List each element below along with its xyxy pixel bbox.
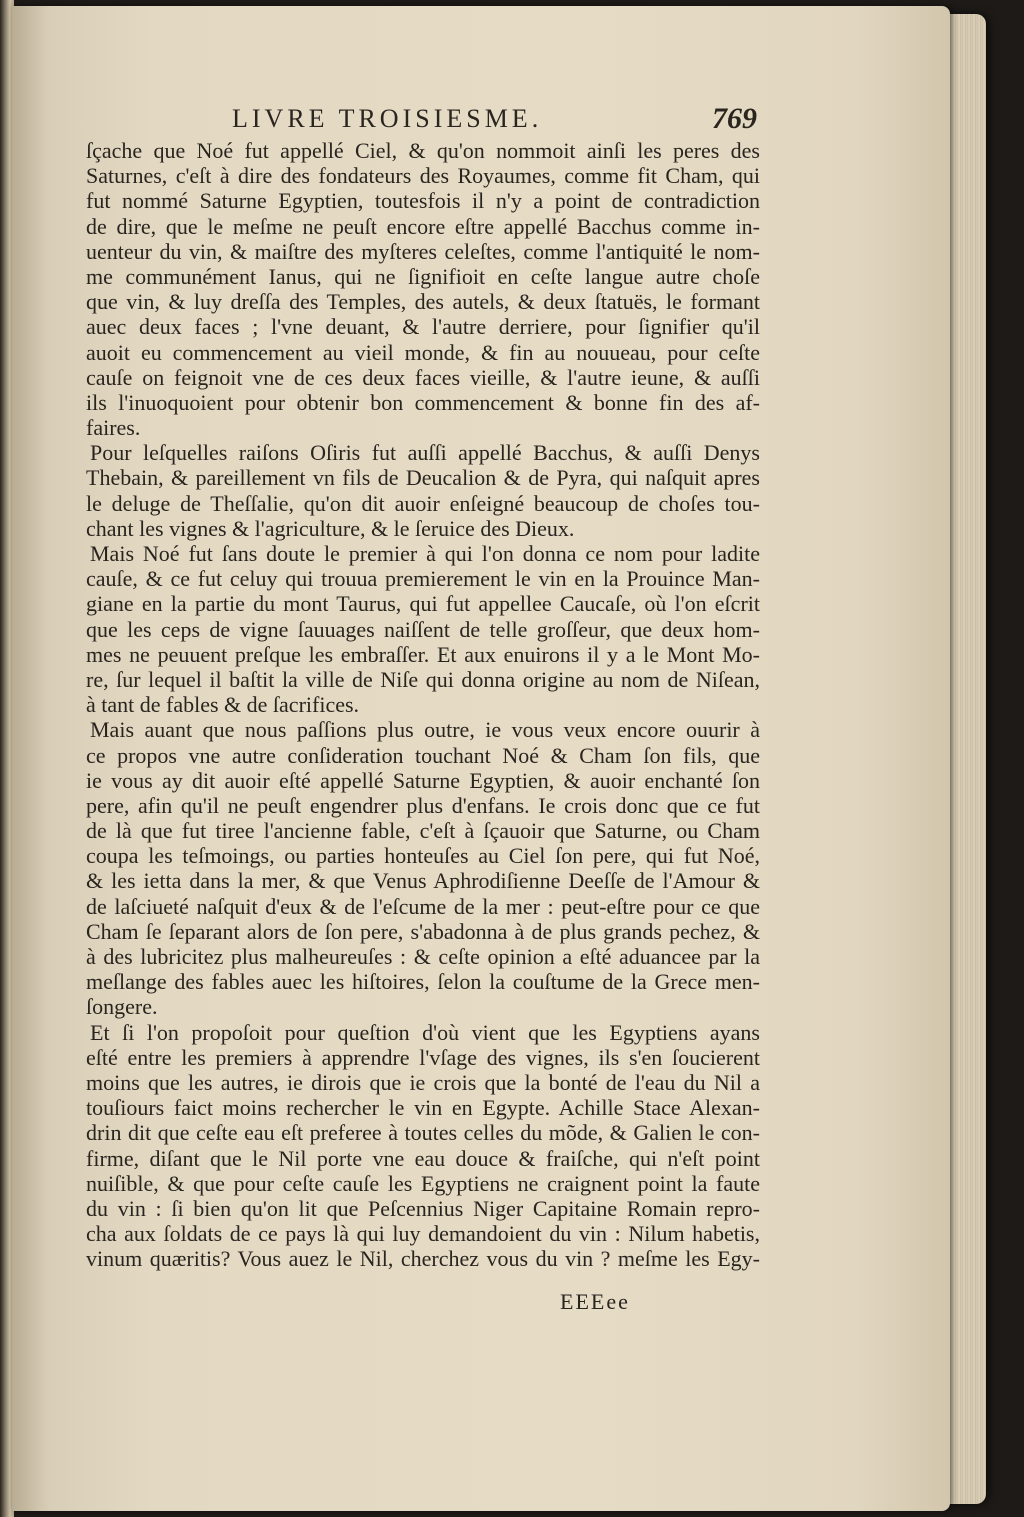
text-line: auoit eu commencement au vieil monde, & fin au nouueau, pour ceſte xyxy=(86,339,760,365)
text-line: faires. xyxy=(86,415,141,441)
text-line: Mais auant que nous paſſions plus outre, ie vous veux encore ouurir à xyxy=(90,717,760,743)
text-line: mes ne peuuent preſque les embraſſer. Et aux enuirons il y a le Mont Mo- xyxy=(86,641,760,667)
text-line: vinum quæritis? Vous auez le Nil, cherchez vous du vin ? meſme les Egy- xyxy=(86,1246,760,1272)
text-line: Mais Noé fut ſans doute le premier à qui l'on donna ce nom pour ladite xyxy=(90,541,760,566)
text-line: cauſe, & ce fut celuy qui trouua premierement le vin en la Prouince Man- xyxy=(86,566,760,592)
text-line xyxy=(86,1271,760,1296)
text-line: Pour leſquelles raiſons Oſiris fut auſſi appellé Bacchus, & auſſi Denys xyxy=(90,440,760,466)
text-line: Et ſi l'on propoſoit pour queſtion d'où vient que les Egyptiens ayans xyxy=(90,1019,760,1045)
page-stack-edge xyxy=(946,14,986,1504)
text-line: ie vous ay dit auoir eſté appellé Saturne Egyptien, & auoir enchanté ſon xyxy=(86,767,760,793)
text-line: eſté entre les premiers à apprendre l'vſage des vignes, ils s'en ſoucierent xyxy=(86,1044,760,1070)
text-line: que vin, & luy dreſſa des Temples, des autels, & deux ſtatuës, le formant xyxy=(86,289,760,315)
text-line: Saturnes, c'eſt à dire des fondateurs des Royaumes, comme fit Cham, qui xyxy=(86,163,760,189)
page-number: 769 xyxy=(712,102,757,135)
text-line: meſlange des fables auec les hiſtoires, ſelon la couſtume de la Grece men- xyxy=(86,969,760,995)
body-text xyxy=(86,138,760,1297)
text-line: auec deux faces ; l'vne deuant, & l'autre derriere, pour ſignifier qu'il xyxy=(86,314,760,340)
text-line: cha aux ſoldats de ce pays là qui luy demandoient du vin : Nilum habetis, xyxy=(86,1221,760,1247)
text-line: fut nommé Saturne Egyptien, toutesfois il n'y a point de contradiction xyxy=(86,188,760,214)
text-line: ſçache que Noé fut appellé Ciel, & qu'on nommoit ainſi les peres des xyxy=(86,138,760,163)
text-line: Cham ſe ſeparant alors de ſon pere, s'abadonna à de plus grands pechez, & xyxy=(86,918,760,944)
text-line: de laſciueté naſquit d'eux & de l'eſcume de la mer : peut-eſtre pour ce que xyxy=(86,893,760,919)
text-line: firme, diſant que le Nil porte vne eau douce & fraiſche, qui n'eſt point xyxy=(86,1145,760,1171)
text-line: ils l'inuoquoient pour obtenir bon commencement & bonne fin des af- xyxy=(86,389,760,415)
text-line: moins que les autres, ie dirois que ie crois que la bonté de l'eau du Nil a xyxy=(86,1069,760,1095)
text-line: chant les vignes & l'agriculture, & le ſeruice des Dieux. xyxy=(86,515,575,541)
text-line: drin dit que ceſte eau eſt preferee à toutes celles du mõde, & Galien le con- xyxy=(86,1120,760,1146)
text-line: ce propos vne autre conſideration touchant Noé & Cham ſon fils, que xyxy=(86,742,760,768)
text-line: cauſe on feignoit vne de ces deux faces vieille, & l'autre ieune, & auſſi xyxy=(86,364,760,390)
text-line: à des lubricitez plus malheureuſes : & ceſte opinion a eſté aduancee par la xyxy=(86,944,760,969)
text-line: giane en la partie du mont Taurus, qui fut appellee Caucaſe, où l'on eſcrit xyxy=(86,591,760,617)
text-line: coupa les teſmoings, ou parties honteuſes au Ciel ſon pere, qui fut Noé, xyxy=(86,843,760,869)
text-line: que les ceps de vigne ſauuages naiſſent de telle groſſeur, que deux hom- xyxy=(86,616,760,642)
text-line: de là que fut tiree l'ancienne fable, c'eſt à ſçauoir que Saturne, ou Cham xyxy=(86,818,760,844)
text-line: me communément Ianus, qui ne ſignifioit en ceſte langue autre choſe xyxy=(86,263,760,289)
text-line: ſongere. xyxy=(86,994,158,1020)
text-line: re, ſur lequel il baſtit la ville de Niſe qui donna origine au nom de Niſean, xyxy=(86,666,760,692)
text-line: de dire, que le meſme ne peuſt encore eſtre appellé Bacchus comme in- xyxy=(86,213,760,239)
signature-mark: EEEee xyxy=(560,1289,630,1314)
text-line: le deluge de Theſſalie, qu'on dit auoir enſeigné beaucoup de choſes tou- xyxy=(86,490,760,516)
text-line: Thebain, & pareillement vn fils de Deucalion & de Pyra, qui naſquit apres xyxy=(86,465,760,491)
text-line: & les ietta dans la mer, & que Venus Aphrodiſienne Deeſſe de l'Amour & xyxy=(86,868,760,894)
running-title: LIVRE TROISIESME. xyxy=(232,104,543,133)
text-line: du vin : ſi bien qu'on lit que Peſcennius Niger Capitaine Romain repro- xyxy=(86,1195,760,1221)
text-line: pere, afin qu'il ne peuſt engendrer plus d'enfans. Ie crois donc que ce fut xyxy=(86,792,760,818)
text-line: uenteur du vin, & maiſtre des myſteres celeſtes, comme l'antiquité le nom- xyxy=(86,238,760,264)
text-line: nuiſible, & que pour ceſte cauſe les Egyptiens ne craignent point la faute xyxy=(86,1170,760,1196)
text-line: touſiours faict moins rechercher le vin en Egypte. Achille Stace Alexan- xyxy=(86,1095,760,1121)
text-line: à tant de fables & de ſacrifices. xyxy=(86,692,360,718)
